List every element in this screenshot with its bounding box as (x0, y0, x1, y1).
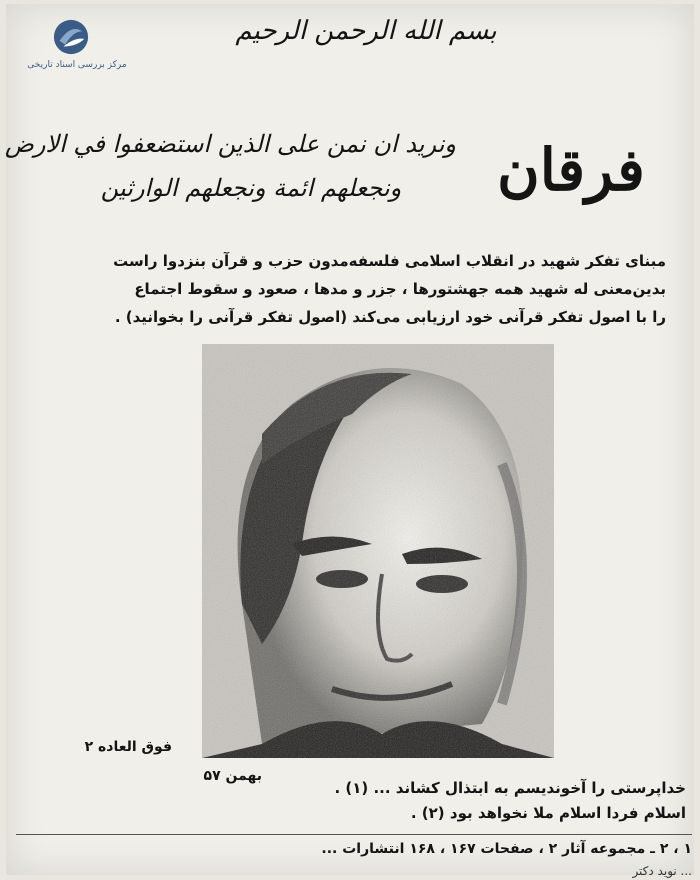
intro-paragraph-line: را با اصول تفکر قرآنی خود ارزیابی می‌کند (اصول تفکر قرآنی را بخوانید) . (114, 308, 666, 326)
quran-verse-line: ونريد ان نمن على الذين استضعفوا في الارض (4, 130, 456, 158)
intro-paragraph-line: بدین‌معنی له شهید همه جهشتورها ، جزر و مدها ، صعود و سقوط اجتماع (134, 280, 666, 298)
date-label: بهمن ۵۷ (203, 768, 262, 784)
quote-line: خداپرستی را آخوندیسم به ابتذال کشاند ... (۱) . (334, 779, 686, 797)
footnote-continuation: ... نوید دکتر (632, 864, 692, 878)
archive-watermark (22, 18, 132, 78)
portrait-image (202, 344, 554, 758)
quran-verse-line: ونجعلهم ائمة ونجعلهم الوارثين (100, 174, 402, 202)
watermark-text: مرکز بررسی اسناد تاریخی (27, 60, 127, 70)
intro-paragraph-line: مبنای تفکر شهید در انقلاب اسلامی فلسفه‌مدون حزب و قرآن بنزدوا راست (113, 252, 666, 270)
quote-line: اسلام فردا اسلام ملا نخواهد بود (۲) . (410, 804, 686, 822)
masthead-title: فرقان (497, 136, 645, 204)
archive-logo-icon (52, 18, 90, 56)
basmala: بسم الله الرحمن الرحيم (235, 16, 497, 46)
issue-label: فوق العاده ۲ (84, 739, 172, 755)
footnote: ۱ ، ۲ ـ مجموعه آثار ۲ ، صفحات ۱۶۷ ، ۱۶۸ انتشارات ... (16, 834, 692, 857)
portrait-photo (202, 344, 554, 758)
newspaper-page (4, 4, 694, 878)
